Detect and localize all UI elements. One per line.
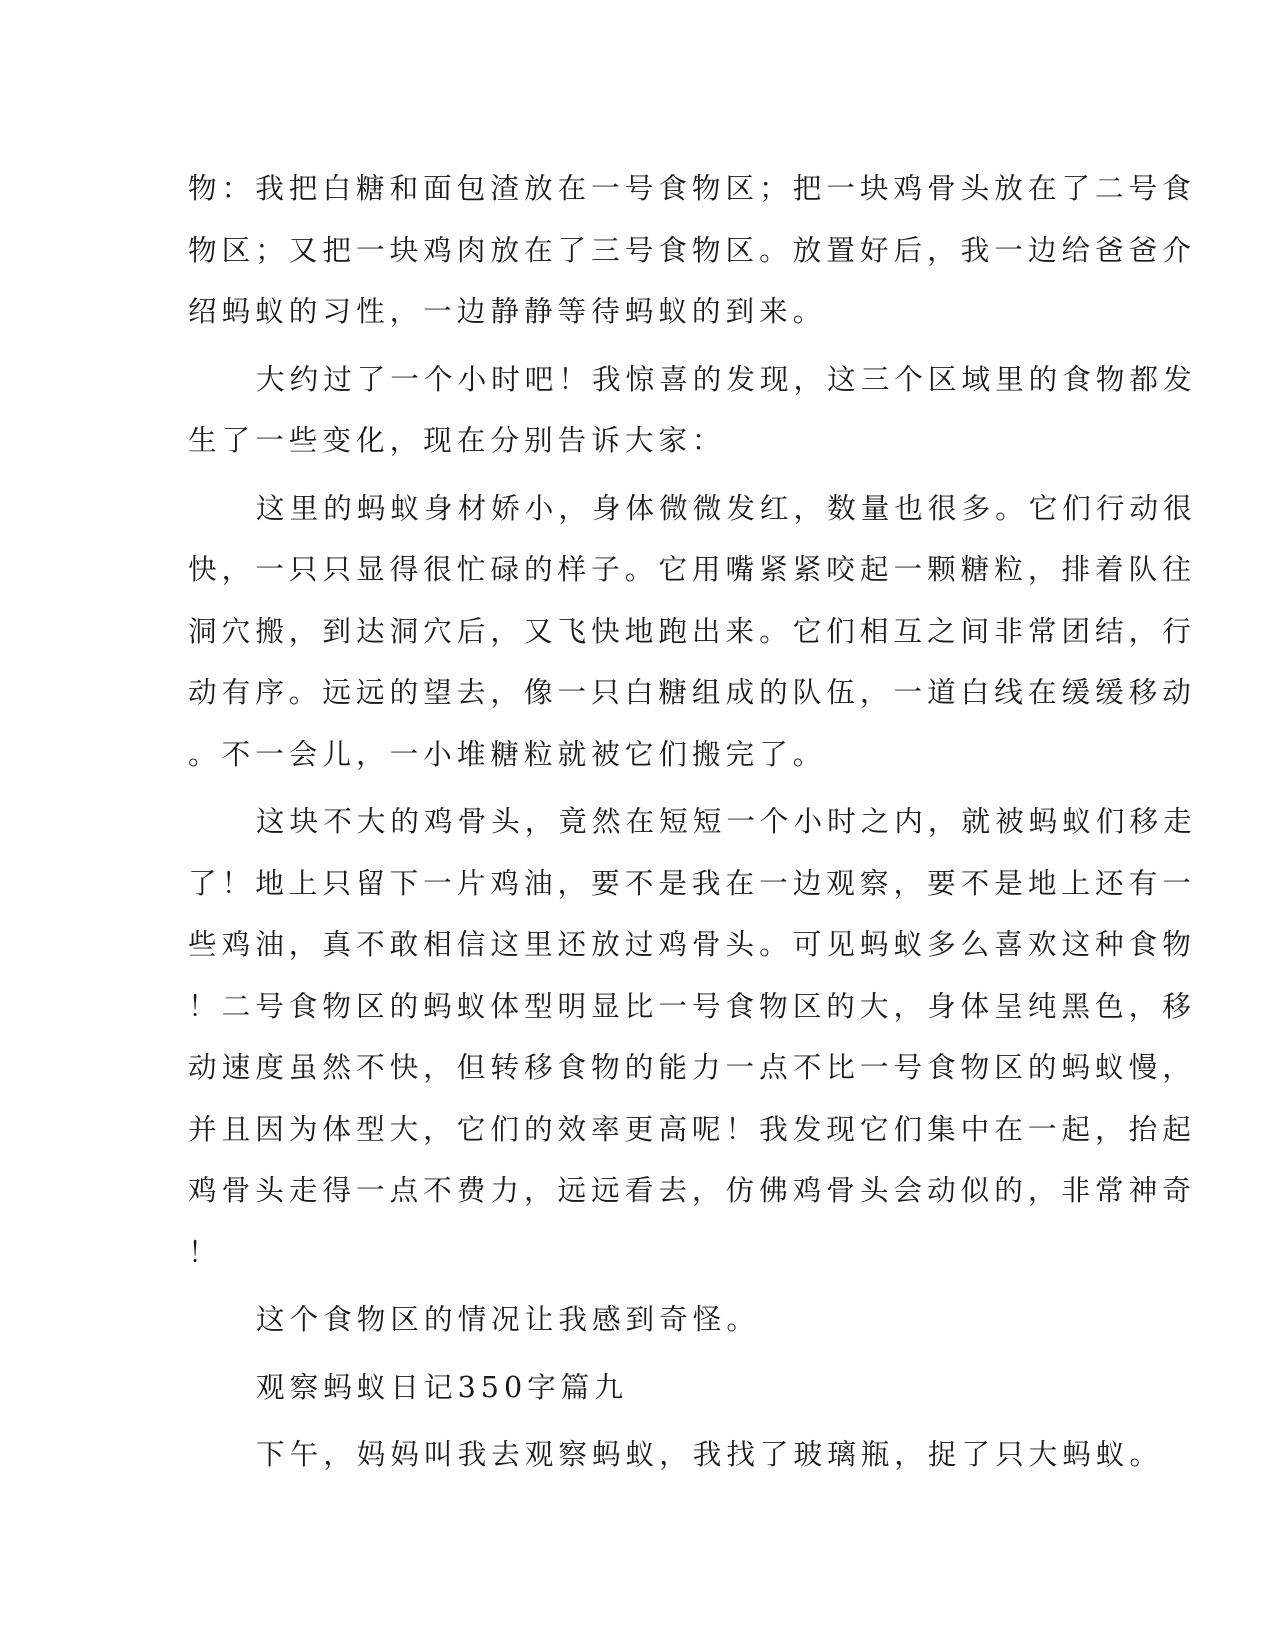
- paragraph: [188, 1424, 1164, 1486]
- heading-line: 观察蚂蚁日记350字篇九: [256, 1369, 628, 1404]
- text-line: 大约过了一个小时吧！我惊喜的发现，这三个区域里的食物都发: [256, 361, 1197, 396]
- document-body: [188, 158, 1197, 1486]
- text-line: 并且因为体型大，它们的效率更高呢！我发现它们集中在一起，抬起: [188, 1111, 1196, 1146]
- text-line: 了！地上只留下一片鸡油，要不是我在一边观察，要不是地上还有一: [188, 865, 1196, 900]
- text-line: 物区；又把一块鸡肉放在了三号食物区。放置好后，我一边给爸爸介: [188, 232, 1196, 267]
- text-line: 。不一会儿，一小堆糖粒就被它们搬完了。: [188, 736, 827, 771]
- paragraph: [188, 1289, 1068, 1351]
- text-line: 这个食物区的情况让我感到奇怪。: [256, 1302, 760, 1336]
- paragraph: [188, 478, 1197, 786]
- text-line: 绍蚂蚁的习性，一边静静等待蚂蚁的到来。: [188, 294, 827, 328]
- text-line: 快，一只只显得很忙碌的样子。它用嘴紧紧咬起一颗糖粒，排着队往: [188, 552, 1196, 586]
- paragraph: [188, 158, 1196, 343]
- text-line: ！二号食物区的蚂蚁体型明显比一号食物区的大，身体呈纯黑色，移: [188, 988, 1196, 1023]
- text-line: 洞穴搬，到达洞穴后，又飞快地跑出来。它们相互之间非常团结，行: [188, 613, 1196, 648]
- text-line: 鸡骨头走得一点不费力，远远看去，仿佛鸡骨头会动似的，非常神奇: [188, 1173, 1196, 1207]
- text-line: 动有序。远远的望去，像一只白糖组成的队伍，一道白线在缓缓移动: [188, 675, 1196, 709]
- text-line: 动速度虽然不快，但转移食物的能力一点不比一号食物区的蚂蚁慢，: [188, 1050, 1196, 1084]
- text-line: 这里的蚂蚁身材娇小，身体微微发红，数量也很多。它们行动很: [256, 490, 1197, 525]
- text-line: 这块不大的鸡骨头，竟然在短短一个小时之内，就被蚂蚁们移走: [256, 804, 1197, 838]
- section-heading: [188, 1357, 1068, 1419]
- text-line: 下午，妈妈叫我去观察蚂蚁，我找了玻璃瓶，捉了只大蚂蚁。: [256, 1437, 1164, 1471]
- text-line: 物：我把白糖和面包渣放在一号食物区；把一块鸡骨头放在了二号食: [188, 171, 1196, 205]
- text-line: 些鸡油，真不敢相信这里还放过鸡骨头。可见蚂蚁多么喜欢这种食物: [188, 927, 1196, 961]
- paragraph: [188, 349, 1197, 472]
- paragraph: [188, 791, 1197, 1283]
- text-line: ！: [188, 1234, 222, 1269]
- text-line: 生了一些变化，现在分别告诉大家：: [188, 423, 726, 457]
